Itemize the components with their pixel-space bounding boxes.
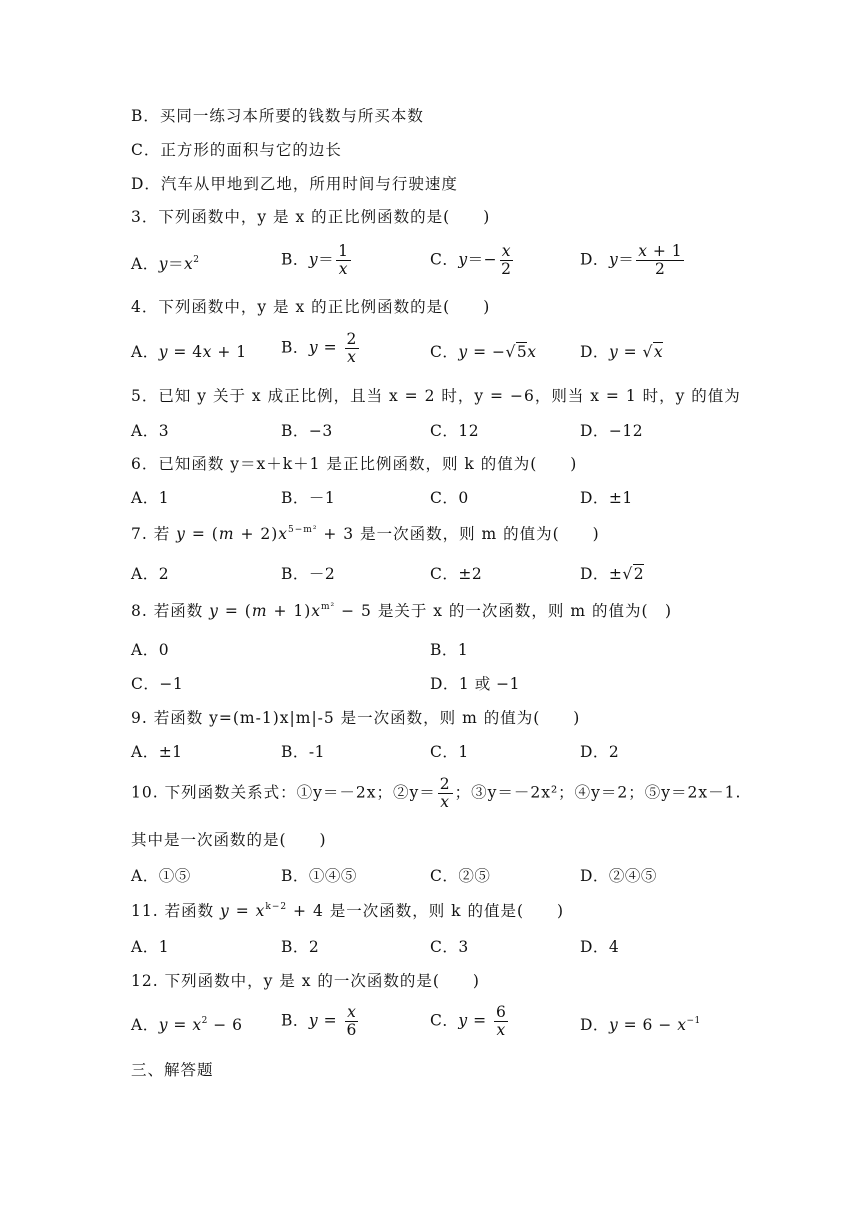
q8-option-a: A．0 <box>131 641 170 659</box>
q5-option-c: C．12 <box>430 422 480 440</box>
option-b-q2: B．买同一练习本所要的钱数与所买本数 <box>131 107 424 125</box>
q10-fraction: $\frac{2}{x}$ <box>439 775 451 811</box>
q12-option-c: C．y = $\frac{6}{x}$ <box>430 1003 507 1039</box>
q6-option-a: A．1 <box>131 489 170 507</box>
q7-option-d: D．±√2 <box>580 565 645 583</box>
option-d-q2: D．汽车从甲地到乙地，所用时间与行驶速度 <box>131 175 458 193</box>
q4-option-c: C．y = −√5x <box>430 343 537 361</box>
q6-option-c: C．0 <box>430 489 469 507</box>
q8-suffix: 是关于 x 的一次函数，则 m 的值为( ) <box>377 602 673 620</box>
question-10-cont: 其中是一次函数的是( ) <box>131 831 327 849</box>
q5-option-b: B．−3 <box>281 422 333 440</box>
q11-option-d: D．4 <box>580 938 620 956</box>
q11-option-a: A．1 <box>131 938 170 956</box>
q11-option-b: B．2 <box>281 938 320 956</box>
q7-option-a: A．2 <box>131 565 170 583</box>
q12-option-a: A．$y = x^2 - 6$ <box>131 1016 243 1034</box>
q4-option-d: D．y = √x <box>580 343 664 361</box>
q4-option-b: B．y = $\frac{2}{x}$ <box>281 330 357 366</box>
q3-option-d: D．y＝ $\frac{x + 1}{2}$ <box>580 242 683 278</box>
q12-option-d: D．$y = 6 - x^{-1}$ <box>580 1016 701 1034</box>
q11-formula: $y = x^{k-2} + 4$ <box>220 902 324 920</box>
question-10 <box>131 776 741 811</box>
q6-option-d: D．±1 <box>580 489 633 507</box>
q3-option-b: B．y＝ $\frac{1}{x}$ <box>281 242 349 278</box>
q7-formula: $y = (m + 2)x^{5-m^2} + 3$ <box>176 525 355 543</box>
question-3: 3．下列函数中，y 是 x 的正比例函数的是( ) <box>131 208 491 226</box>
section-3-heading: 三、解答题 <box>131 1061 214 1079</box>
q10-option-a: A．①⑤ <box>131 867 191 885</box>
q8-option-c: C．−1 <box>131 675 184 693</box>
q5-option-a: A．3 <box>131 422 170 440</box>
q6-option-b: B．－1 <box>281 489 336 507</box>
question-8 <box>131 601 672 621</box>
q4-option-a: A．y = 4x + 1 <box>131 343 247 361</box>
q9-option-c: C．1 <box>430 743 469 761</box>
q7-suffix: 是一次函数，则 m 的值为( ) <box>360 525 600 543</box>
q9-option-b: B．-1 <box>281 743 325 761</box>
question-9: 9. 若函数 y=(m-1)x|m|-5 是一次函数，则 m 的值为( ) <box>131 709 581 727</box>
q5-option-d: D．−12 <box>580 422 644 440</box>
q3-option-a: A．$y=x^2$ <box>131 255 200 273</box>
question-12: 12. 下列函数中，y 是 x 的一次函数的是( ) <box>131 972 480 990</box>
q7-option-c: C．±2 <box>430 565 483 583</box>
q11-option-c: C．3 <box>430 938 469 956</box>
question-11 <box>131 901 564 921</box>
option-c-q2: C．正方形的面积与它的边长 <box>131 141 342 159</box>
q9-option-d: D．2 <box>580 743 620 761</box>
q12-option-b: B．y = $\frac{x}{6}$ <box>281 1003 357 1039</box>
q8-formula: $y = (m + 1)x^{m^2} - 5$ <box>209 602 372 620</box>
q3-option-c: C．y＝− $\frac{x}{2}$ <box>430 242 512 278</box>
question-4: 4．下列函数中，y 是 x 的正比例函数的是( ) <box>131 298 491 316</box>
q9-option-a: A．±1 <box>131 743 183 761</box>
q8-prefix: 8. 若函数 <box>131 602 204 620</box>
q10-option-c: C．②⑤ <box>430 867 491 885</box>
q10-option-d: D．②④⑤ <box>580 867 657 885</box>
q10-part1: 10. 下列函数关系式：①y＝－2x；②y＝ <box>131 783 436 802</box>
q7-option-b: B．－2 <box>281 565 336 583</box>
question-7 <box>131 524 600 544</box>
question-5: 5．已知 y 关于 x 成正比例，且当 x = 2 时，y = −6，则当 x = 1 时，y 的值为 <box>131 387 741 405</box>
q11-suffix: 是一次函数，则 k 的值是( ) <box>329 902 565 920</box>
q8-option-b: B．1 <box>430 641 469 659</box>
q8-option-d: D．1 或 −1 <box>430 675 520 693</box>
q7-prefix: 7. 若 <box>131 525 171 543</box>
q11-prefix: 11. 若函数 <box>131 902 215 920</box>
q10-option-b: B．①④⑤ <box>281 867 357 885</box>
q10-part2: ；③y＝－2x²；④y＝2；⑤y＝2x－1. <box>454 783 742 802</box>
question-6: 6．已知函数 y＝x＋k＋1 是正比例函数，则 k 的值为( ) <box>131 455 578 473</box>
